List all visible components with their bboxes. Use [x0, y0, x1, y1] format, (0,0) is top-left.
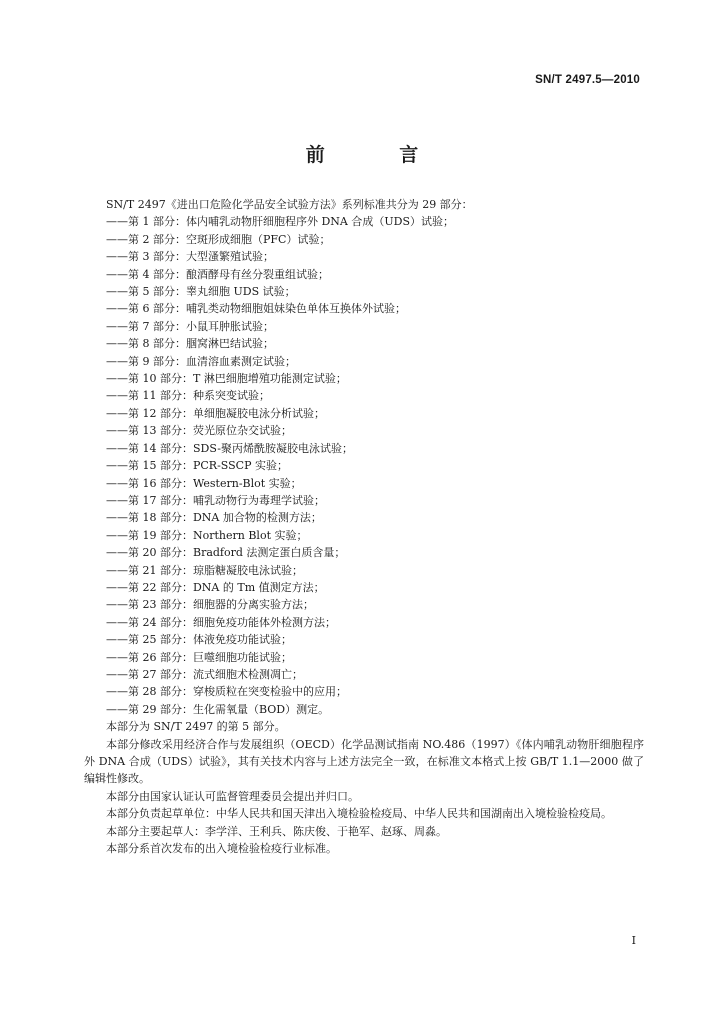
list-item: ——第 13 部分：荧光原位杂交试验；: [106, 424, 292, 438]
page-title: 前 言: [305, 144, 453, 166]
body-paragraph: 本部分主要起草人：李学洋、王利兵、陈庆俊、于艳军、赵琢、周淼。: [106, 824, 447, 838]
list-item: ——第 25 部分：体液免疫功能试验；: [106, 633, 292, 647]
list-item: ——第 27 部分：流式细胞术检测凋亡；: [106, 667, 303, 681]
list-item: ——第 5 部分：睾丸细胞 UDS 试验；: [106, 285, 296, 299]
list-item: ——第 19 部分：Northern Blot 实验；: [106, 528, 308, 542]
list-item: ——第 7 部分：小鼠耳肿胀试验；: [106, 319, 274, 333]
list-item: ——第 11 部分：种系突变试验；: [106, 389, 270, 403]
list-item: ——第 16 部分：Western-Blot 实验；: [106, 476, 302, 490]
list-item: ——第 14 部分：SDS-聚丙烯酰胺凝胶电泳试验；: [106, 441, 353, 455]
body-paragraph: 本部分负责起草单位：中华人民共和国天津出入境检验检疫局、中华人民共和国湖南出入境检验检疫局。: [106, 807, 612, 821]
foreword-body: [84, 196, 644, 857]
list-item: ——第 8 部分：腘窝淋巴结试验；: [106, 337, 274, 351]
parts-list: [84, 213, 644, 718]
list-item: ——第 6 部分：哺乳类动物细胞姐妹染色单体互换体外试验；: [106, 302, 406, 316]
list-item: ——第 4 部分：酿酒酵母有丝分裂重组试验；: [106, 267, 329, 281]
list-item: ——第 15 部分：PCR-SSCP 实验；: [106, 459, 288, 473]
list-item: ——第 20 部分：Bradford 法测定蛋白质含量；: [106, 546, 346, 560]
list-item: ——第 29 部分：生化需氧量（BOD）测定。: [106, 702, 330, 716]
list-item: ——第 17 部分：哺乳动物行为毒理学试验；: [106, 493, 325, 507]
list-item: ——第 2 部分：空斑形成细胞（PFC）试验；: [106, 232, 331, 246]
list-item: ——第 1 部分：体内哺乳动物肝细胞程序外 DNA 合成（UDS）试验；: [106, 215, 454, 229]
body-paragraph: 本部分由国家认证认可监督管理委员会提出并归口。: [106, 789, 359, 803]
list-item: ——第 9 部分：血清溶血素测定试验；: [106, 354, 296, 368]
list-item: ——第 22 部分：DNA 的 Tm 值测定方法；: [106, 580, 325, 594]
list-item: ——第 23 部分：细胞器的分离实验方法；: [106, 598, 314, 612]
list-item: ——第 12 部分：单细胞凝胶电泳分析试验；: [106, 406, 325, 420]
list-item: ——第 18 部分：DNA 加合物的检测方法；: [106, 511, 322, 525]
list-item: ——第 3 部分：大型溞繁殖试验；: [106, 250, 274, 264]
list-item: ——第 10 部分：T 淋巴细胞增殖功能测定试验；: [106, 372, 347, 386]
page-number: I: [631, 934, 636, 947]
list-item: ——第 26 部分：巨噬细胞功能试验；: [106, 650, 292, 664]
list-item: ——第 24 部分：细胞免疫功能体外检测方法；: [106, 615, 336, 629]
body-paragraph: 本部分为 SN/T 2497 的第 5 部分。: [106, 720, 286, 734]
standard-code: SN/T 2497.5—2010: [535, 74, 640, 86]
body-paragraph: 本部分系首次发布的出入境检验检疫行业标准。: [106, 842, 337, 856]
list-item: ——第 28 部分：穿梭质粒在突变检验中的应用；: [106, 685, 347, 699]
body-paragraph: 本部分修改采用经济合作与发展组织（OECD）化学品测试指南 NO.486（1997）《体内哺乳动物肝细胞程序外 DNA 合成（UDS）试验》，其有关技术内容与上述方法完全一致，在标准文本格式上按 GB/T 1.1—2000 做了编辑性修改。: [84, 737, 644, 786]
list-item: ——第 21 部分：琼脂糖凝胶电泳试验；: [106, 563, 303, 577]
intro-paragraph: SN/T 2497《进出口危险化学品安全试验方法》系列标准共分为 29 部分：: [106, 198, 473, 211]
